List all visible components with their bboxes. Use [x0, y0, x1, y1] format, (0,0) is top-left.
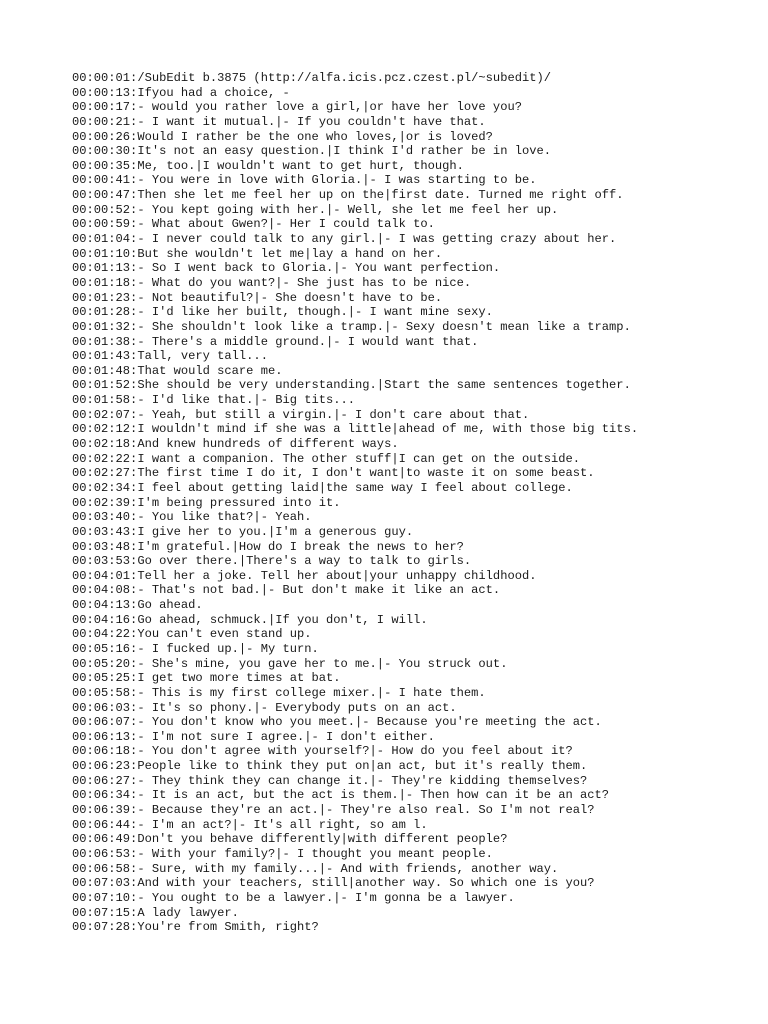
subtitle-line: 00:02:22:I want a companion. The other stuff|I can get on the outside. [72, 451, 581, 466]
subtitle-line: 00:07:15:A lady lawyer. [72, 905, 239, 920]
subtitle-line: 00:03:53:Go over there.|There's a way to talk to girls. [72, 554, 472, 569]
subtitle-line: 00:01:48:That would scare me. [72, 363, 283, 378]
subtitle-line: 00:00:30:It's not an easy question.|I think I'd rather be in love. [72, 144, 551, 159]
subtitle-line: 00:00:17:- would you rather love a girl,|or have her love you? [72, 100, 522, 115]
subtitle-line: 00:01:04:- I never could talk to any girl.|- I was getting crazy about her. [72, 232, 617, 247]
subtitle-line: 00:01:43:Tall, very tall... [72, 349, 268, 364]
subtitle-line: 00:06:27:- They think they can change it.|- They're kidding themselves? [72, 773, 588, 788]
subtitle-line: 00:06:34:- It is an act, but the act is them.|- Then how can it be an act? [72, 788, 610, 803]
subtitle-line: 00:05:16:- I fucked up.|- My turn. [72, 641, 319, 656]
subtitle-line: 00:00:13:Ifyou had a choice, - [72, 85, 290, 100]
subtitle-line: 00:07:10:- You ought to be a lawyer.|- I'm gonna be a lawyer. [72, 890, 515, 905]
subtitle-line: 00:02:07:- Yeah, but still a virgin.|- I don't care about that. [72, 407, 530, 422]
subtitle-line: 00:04:13:Go ahead. [72, 598, 203, 613]
subtitle-line: 00:01:10:But she wouldn't let me|lay a hand on her. [72, 246, 443, 261]
subtitle-line: 00:00:59:- What about Gwen?|- Her I could talk to. [72, 217, 435, 232]
subtitle-line: 00:06:03:- It's so phony.|- Everybody puts on an act. [72, 700, 457, 715]
subtitle-line: 00:00:35:Me, too.|I wouldn't want to get hurt, though. [72, 158, 464, 173]
subtitle-line: 00:01:38:- There's a middle ground.|- I would want that. [72, 334, 479, 349]
subtitle-line: 00:06:53:- With your family?|- I thought you meant people. [72, 846, 493, 861]
subtitle-line: 00:06:18:- You don't agree with yourself?|- How do you feel about it? [72, 744, 573, 759]
subtitle-line: 00:06:39:- Because they're an act.|- They're also real. So I'm not real? [72, 803, 595, 818]
subtitle-line: 00:00:26:Would I rather be the one who loves,|or is loved? [72, 129, 493, 144]
subtitle-line: 00:04:16:Go ahead, schmuck.|If you don't, I will. [72, 612, 428, 627]
subtitle-line: 00:00:21:- I want it mutual.|- If you couldn't have that. [72, 114, 486, 129]
subtitle-line: 00:03:48:I'm grateful.|How do I break the news to her? [72, 539, 464, 554]
subtitle-line: 00:01:23:- Not beautiful?|- She doesn't have to be. [72, 290, 443, 305]
subtitle-line: 00:07:03:And with your teachers, still|another way. So which one is you? [72, 876, 595, 891]
subtitle-line: 00:01:58:- I'd like that.|- Big tits... [72, 393, 356, 408]
subtitle-line: 00:06:23:People like to think they put on|an act, but it's really them. [72, 759, 588, 774]
subtitle-line: 00:05:25:I get two more times at bat. [72, 671, 341, 686]
subtitle-line: 00:03:40:- You like that?|- Yeah. [72, 510, 312, 525]
subtitle-line: 00:05:58:- This is my first college mixer.|- I hate them. [72, 685, 486, 700]
subtitle-line: 00:06:58:- Sure, with my family...|- And with friends, another way. [72, 861, 559, 876]
subtitle-line: 00:02:39:I'm being pressured into it. [72, 495, 341, 510]
subtitle-line: 00:00:01:/SubEdit b.3875 (http://alfa.icis.pcz.czest.pl/~subedit)/ [72, 71, 551, 85]
subtitle-line: 00:01:13:- So I went back to Gloria.|- You want perfection. [72, 261, 501, 276]
subtitle-line: 00:06:07:- You don't know who you meet.|- Because you're meeting the act. [72, 715, 602, 730]
subtitle-line: 00:02:12:I wouldn't mind if she was a little|ahead of me, with those big tits. [72, 422, 639, 437]
subtitle-line: 00:02:34:I feel about getting laid|the same way I feel about college. [72, 480, 573, 495]
subtitle-line: 00:04:01:Tell her a joke. Tell her about|your unhappy childhood. [72, 568, 537, 583]
subtitle-line: 00:00:52:- You kept going with her.|- Well, she let me feel her up. [72, 202, 559, 217]
subtitle-line: 00:06:49:Don't you behave differently|with different people? [72, 832, 508, 847]
subtitle-line: 00:02:27:The first time I do it, I don't want|to waste it on some beast. [72, 466, 595, 481]
subtitle-line: 00:05:20:- She's mine, you gave her to me.|- You struck out. [72, 656, 508, 671]
subtitle-line: 00:06:13:- I'm not sure I agree.|- I don't either. [72, 729, 435, 744]
subtitle-line: 00:01:52:She should be very understanding.|Start the same sentences together. [72, 378, 631, 393]
subtitle-line: 00:00:41:- You were in love with Gloria.|- I was starting to be. [72, 173, 537, 188]
subtitle-line: 00:01:32:- She shouldn't look like a tramp.|- Sexy doesn't mean like a tramp. [72, 319, 631, 334]
subtitle-line: 00:04:22:You can't even stand up. [72, 627, 312, 642]
subtitle-document [72, 71, 762, 935]
subtitle-line: 00:03:43:I give her to you.|I'm a generous guy. [72, 524, 414, 539]
subtitle-line: 00:04:08:- That's not bad.|- But don't make it like an act. [72, 583, 501, 598]
subtitle-line: 00:02:18:And knew hundreds of different ways. [72, 437, 399, 452]
subtitle-line: 00:01:28:- I'd like her built, though.|- I want mine sexy. [72, 305, 493, 320]
subtitle-line: 00:06:44:- I'm an act?|- It's all right, so am l. [72, 817, 428, 832]
subtitle-line: 00:00:47:Then she let me feel her up on the|first date. Turned me right off. [72, 188, 624, 203]
subtitle-line: 00:01:18:- What do you want?|- She just has to be nice. [72, 275, 472, 290]
subtitle-line: 00:07:28:You're from Smith, right? [72, 920, 319, 935]
